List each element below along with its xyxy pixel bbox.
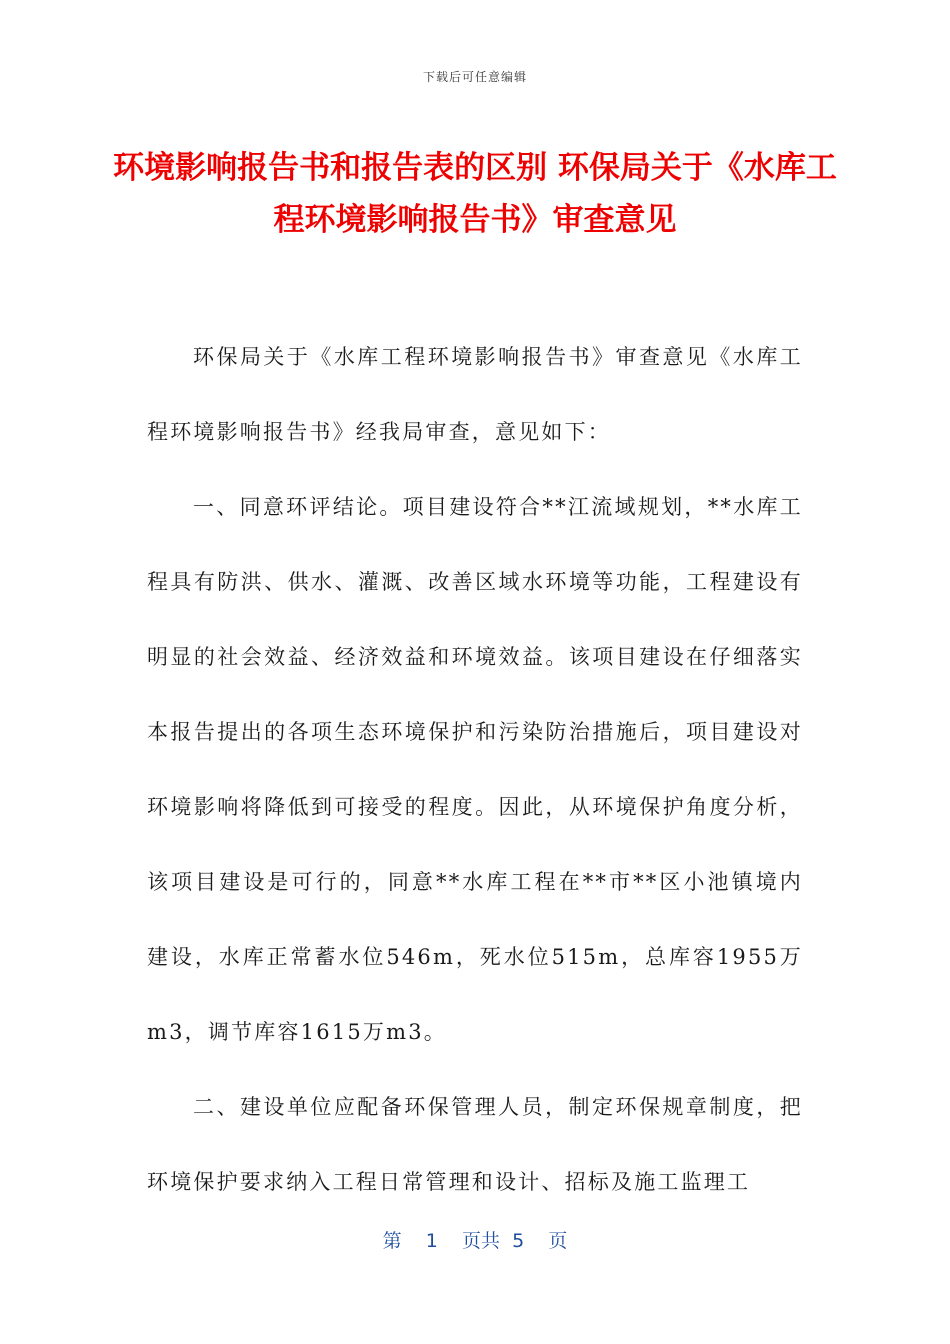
paragraph-intro: 环保局关于《水库工程环境影响报告书》审查意见《水库工程环境影响报告书》经我局审查，意见如下： — [147, 345, 803, 444]
header-note: 下载后可任意编辑 — [422, 70, 527, 84]
page-footer — [0, 1226, 950, 1253]
footer-middle: 页共 — [462, 1230, 501, 1252]
paragraph-item-2: 二、建设单位应配备环保管理人员，制定环保规章制度，把环境保护要求纳入工程日常管理和设计、招标及施工监理工 — [147, 1095, 803, 1194]
footer-prefix: 第 — [382, 1230, 402, 1252]
paragraph-item-1: 一、同意环评结论。项目建设符合**江流域规划，**水库工程具有防洪、供水、灌溉、改善区域水环境等功能，工程建设有明显的社会效益、经济效益和环境效益。该项目建设在仔细落实本报告提出的各项生态环境保护和污染防治措施后，项目建设对环境影响将降低到可接受的程度。因此，从环境保护角度分析，该项目建设是可行的，同意**水库工程在**市**区小池镇境内建设，水库正常蓄水位546m，死水位515m，总库容1955万m3，调节库容1615万m3。 — [147, 495, 803, 1044]
footer-total-pages: 5 — [512, 1230, 525, 1252]
document-body — [147, 320, 803, 1220]
footer-suffix: 页 — [548, 1230, 568, 1252]
document-title: 环境影响报告书和报告表的区别 环保局关于《水库工程环境影响报告书》审查意见 — [113, 150, 837, 238]
footer-page-number: 1 — [425, 1230, 438, 1252]
